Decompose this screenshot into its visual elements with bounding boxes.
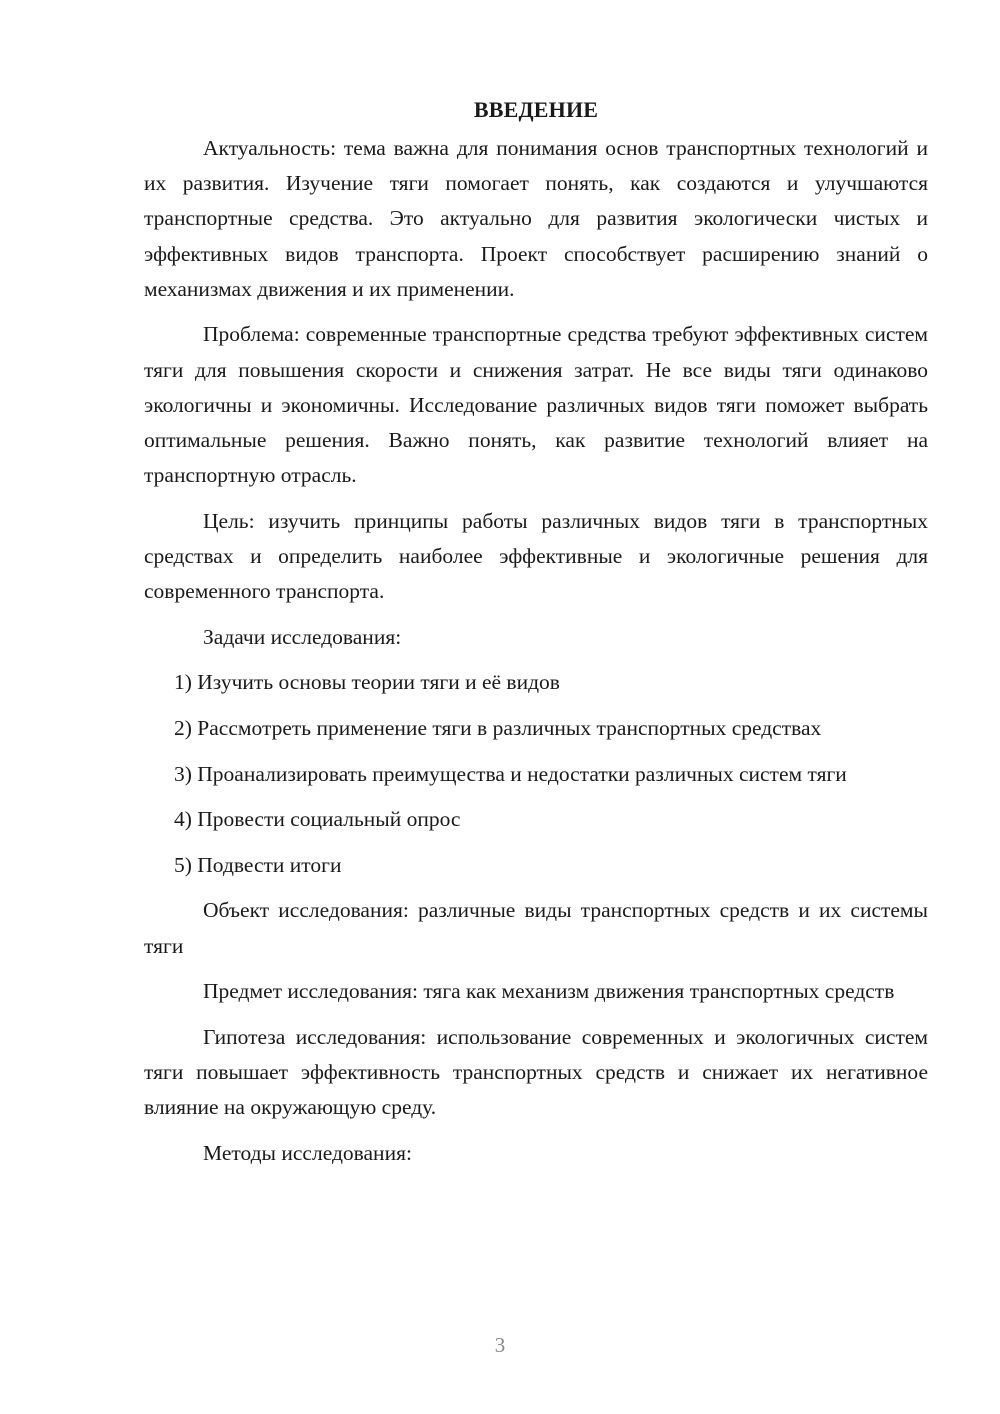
document-page [144, 92, 928, 1181]
paragraph-relevance: Актуальность: тема важна для понимания основ транспортных технологий и их развития. Изучение тяги помогает понять, как создаются и улучшаются транспортные средства. Это актуально для развития экологически чистых и эффективных видов транспорта. Проект способствует расширению знаний о механизмах движения и их применении. [144, 136, 928, 301]
task-item-1: 1) Изучить основы теории тяги и её видов [174, 670, 560, 695]
task-item-2: 2) Рассмотреть применение тяги в различных транспортных средствах [174, 716, 822, 740]
paragraph-hypothesis: Гипотеза исследования: использование современных и экологичных систем тяги повышает эффективность транспортных средств и снижает их негативное влияние на окружающую среду. [144, 1024, 928, 1120]
paragraph-problem: Проблема: современные транспортные средства требуют эффективных систем тяги для повышения скорости и снижения затрат. Не все виды тяги одинаково экологичны и экономичны. Исследование различных видов тяги поможет выбрать оптимальные решения. Важно понять, как развитие технологий влияет на транспортную отрасль. [144, 322, 928, 488]
paragraph-subject: Предмет исследования: тяга как механизм движения транспортных средств [203, 979, 895, 1004]
section-title: ВВЕДЕНИЕ [473, 97, 599, 122]
task-item-4: 4) Провести социальный опрос [174, 807, 461, 832]
page-number: 3 [494, 1333, 506, 1357]
paragraph-methods-heading: Методы исследования: [203, 1140, 412, 1165]
paragraph-goal: Цель: изучить принципы работы различных видов тяги в транспортных средствах и определить наиболее эффективные и экологичные решения для современного транспорта. [144, 508, 928, 604]
task-item-5: 5) Подвести итоги [174, 852, 342, 877]
paragraph-tasks-heading: Задачи исследования: [203, 624, 402, 649]
task-item-3: 3) Проанализировать преимущества и недостатки различных систем тяги [174, 761, 847, 786]
paragraph-object: Объект исследования: различные виды транспортных средств и их системы тяги [144, 898, 928, 958]
